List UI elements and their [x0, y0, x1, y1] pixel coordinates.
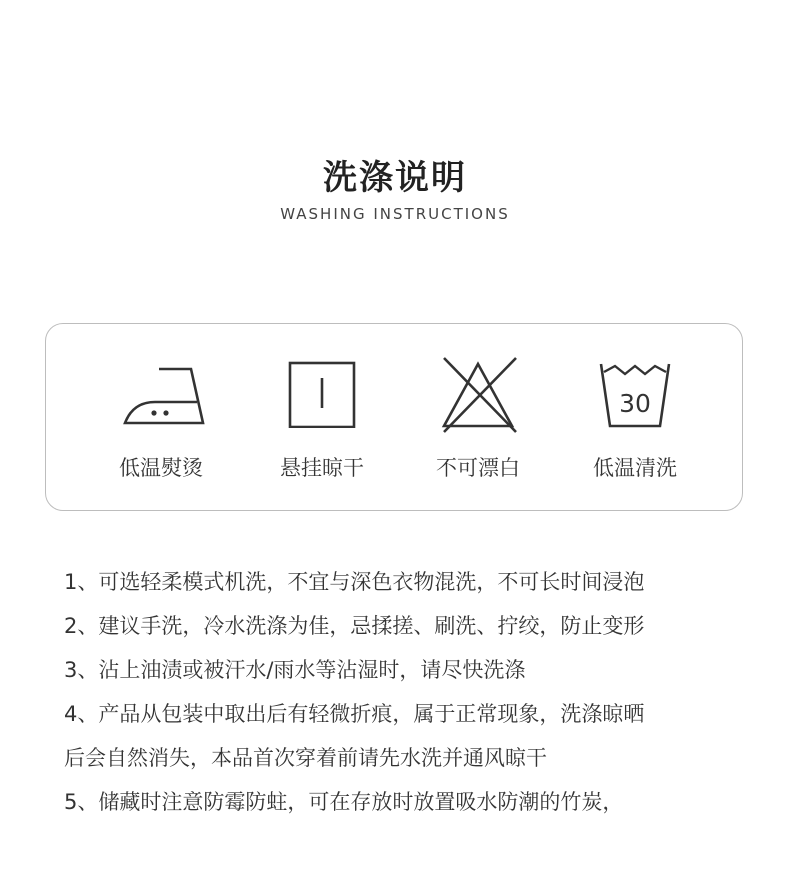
instruction-line: 后会自然消失，本品首次穿着前请先水洗并通风晾干	[64, 746, 547, 770]
instruction-list	[64, 560, 764, 824]
care-item-wash-30	[555, 324, 715, 512]
care-label-iron: 低温熨烫	[119, 456, 203, 480]
instruction-line: 2、建议手洗，冷水洗涤为佳，忌揉搓、刷洗、拧绞，防止变形	[64, 614, 645, 638]
care-item-iron	[81, 324, 241, 512]
page-title: 洗涤说明	[323, 158, 467, 198]
care-item-no-bleach	[398, 324, 558, 512]
care-label-hang-dry: 悬挂晾干	[280, 456, 364, 480]
instruction-line: 1、可选轻柔模式机洗，不宜与深色衣物混洗，不可长时间浸泡	[64, 570, 645, 594]
instruction-line: 5、储藏时注意防霉防蛀，可在存放时放置吸水防潮的竹炭，	[64, 790, 624, 814]
instruction-line: 4、产品从包装中取出后有轻微折痕，属于正常现象，洗涤晾晒	[64, 702, 645, 726]
wash-30-icon	[595, 356, 685, 432]
care-label-no-bleach: 不可漂白	[436, 456, 520, 480]
no-bleach-icon	[438, 356, 528, 436]
wash-temp-label: 30	[619, 389, 651, 418]
iron-low-heat-icon	[121, 356, 211, 428]
care-label-wash: 低温清洗	[593, 456, 677, 480]
page-subtitle: WASHING INSTRUCTIONS	[280, 205, 510, 223]
care-item-hang-dry	[242, 324, 402, 512]
instruction-line: 3、沾上油渍或被汗水/雨水等沾湿时，请尽快洗涤	[64, 658, 526, 682]
hang-dry-icon	[282, 356, 372, 428]
care-icons-card	[45, 323, 743, 511]
